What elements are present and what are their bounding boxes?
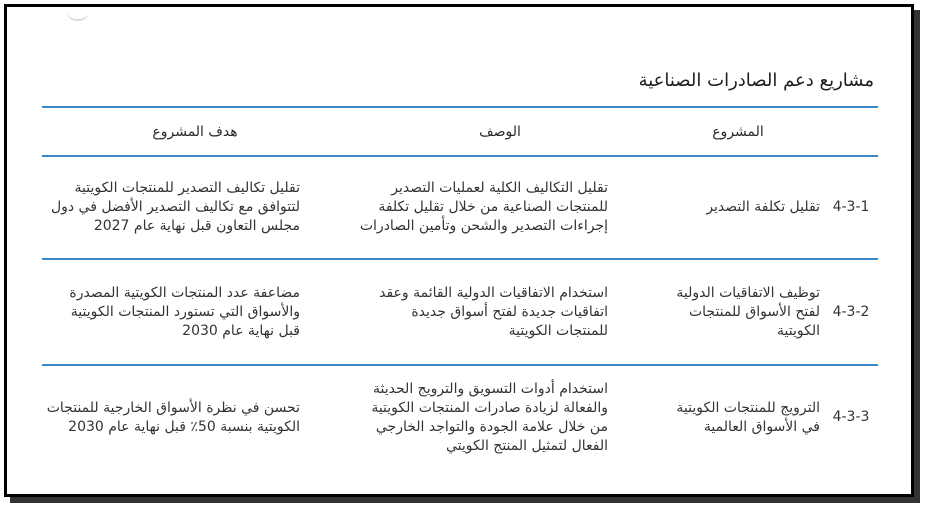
project-goal-cell <box>42 156 348 259</box>
section-title: مشاريع دعم الصادرات الصناعية <box>638 70 874 91</box>
project-name-cell <box>652 259 824 365</box>
project-description-cell <box>348 156 652 259</box>
project-name-cell <box>652 156 824 259</box>
project-name-cell <box>652 365 824 469</box>
project-number: 4-3-2 <box>824 259 878 365</box>
projects-table <box>42 106 878 469</box>
project-goal: مضاعفة عدد المنتجات الكويتية المصدرة والأسواق التي تستورد المنتجات الكويتية قبل نهاية عام 2030 <box>69 284 300 339</box>
table-row <box>42 365 878 469</box>
table-row <box>42 156 878 259</box>
project-description-cell <box>348 365 652 469</box>
table-row <box>42 259 878 365</box>
project-number: 4-3-3 <box>832 409 870 425</box>
project-description-cell <box>348 259 652 365</box>
header-number <box>824 107 878 156</box>
header-description: الوصف <box>348 107 652 156</box>
project-goal: تحسن في نظرة الأسواق الخارجية للمنتجات الكويتية بنسبة 50٪ قبل نهاية عام 2030 <box>46 399 300 435</box>
project-description: استخدام الاتفاقيات الدولية القائمة وعقد اتفاقيات جديدة لفتح أسواق جديدة للمنتجات الكويتية <box>379 284 608 339</box>
project-name: الترويج للمنتجات الكويتية في الأسواق العالمية <box>676 399 820 435</box>
project-goal: تقليل تكاليف التصدير للمنتجات الكويتية لتتوافق مع تكاليف التصدير الأفضل في دول مجلس التعاون قبل نهاية عام 2027 <box>50 180 300 234</box>
project-name: تقليل تكلفة التصدير <box>706 199 820 215</box>
project-name: توظيف الاتفاقيات الدولية لفتح الأسواق للمنتجات الكويتية <box>676 284 820 339</box>
project-goal-cell <box>42 259 348 365</box>
table-header-row <box>42 107 878 156</box>
project-description: استخدام أدوات التسويق والترويج الحديثة والفعالة لزيادة صادرات المنتجات الكويتية من خلال علامة الجودة والتواجد الخارجي الفعال لتمثيل المنتج الكويتي <box>371 380 608 454</box>
header-goal: هدف المشروع <box>42 107 348 156</box>
header-project: المشروع <box>652 107 824 156</box>
project-goal-cell <box>42 365 348 469</box>
project-description: تقليل التكاليف الكلية لعمليات التصدير للمنتجات الصناعية من خلال تقليل تكلفة إجراءات التصدير والشحن وتأمين الصادرات <box>359 180 608 234</box>
decorative-mark <box>67 11 89 21</box>
project-number: 4-3-1 <box>824 156 878 259</box>
